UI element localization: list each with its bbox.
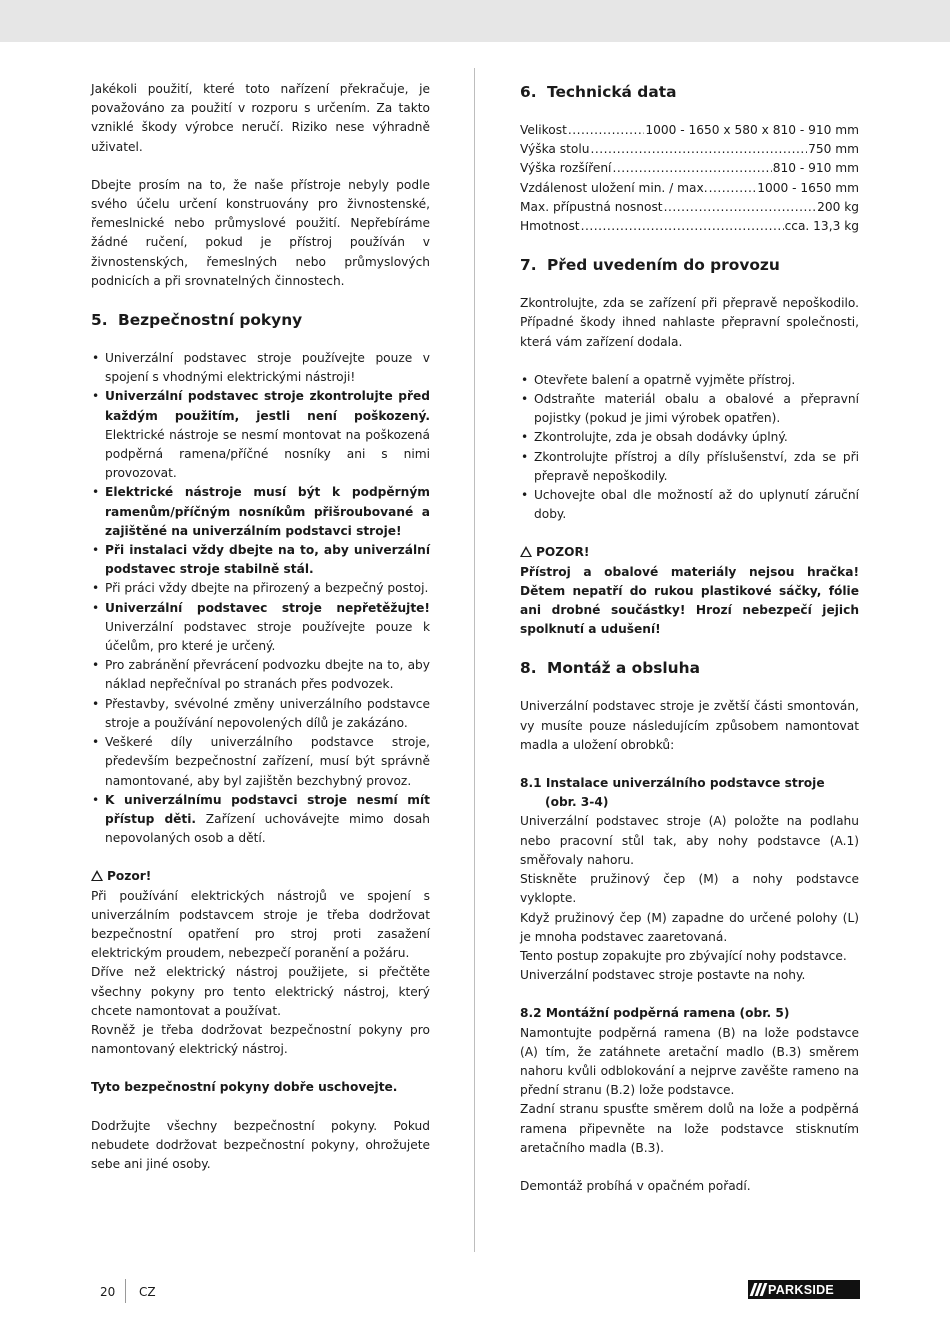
commercial-use-paragraph: Dbejte prosím na to, že naše přístroje nebyly podle svého účelu určení konstruovány pro živnostenské, řemeslnické nebo průmyslové použití. Nepřebíráme žádné ručení, pokud je přístroj používán v živnostenských, řemeslných nebo průmyslových podnicích a při srovnatelných činnostech. [91, 177, 430, 288]
warning-paragraph: Rovněž je třeba dodržovat bezpečnostní pokyny pro namontovaný elektrický nástroj. [91, 1022, 430, 1057]
spec-row: Hmotnost ..... cca. 13,3 kg [520, 217, 859, 236]
instruction-line: Univerzální podstavec stroje postavte na nohy. [520, 968, 806, 983]
page-number: 20 [100, 1285, 116, 1299]
technical-data-table [520, 121, 859, 236]
list-item: • Při instalaci vždy dbejte na to, aby univerzální podstavec stroje stabilně stál. [91, 541, 430, 579]
section-title: Bezpečnostní pokyny [118, 311, 303, 330]
top-header-band [0, 0, 950, 42]
list-item: • Zkontrolujte přístroj a díly příslušenství, zda se při přepravě nepoškodily. [520, 448, 859, 486]
section-8-heading [520, 656, 859, 680]
intro-paragraph: Jakékoli použití, které toto nařízení překračuje, je považováno za použití v rozporu s určením. Za takto vzniklé škody výrobce neručí. Riziko nese výhradně uživatel. [91, 82, 430, 154]
list-item: • Univerzální podstavec stroje používejte pouze v spojení s vhodnými elektrickými nástroji! [91, 349, 430, 387]
section-title: Montáž a obsluha [547, 659, 700, 678]
section-number: 6. [520, 83, 537, 101]
list-item: • Elektrické nástroje musí být k podpěrným ramenům/příčným nosníkům přišroubované a zajištěné na univerzálním podstavci stroje! [91, 483, 430, 541]
list-item: • Při práci vždy dbejte na přirozený a bezpečný postoj. [91, 579, 430, 598]
spec-row: Výška stolu ..... 750 mm [520, 140, 859, 159]
subsection-8-2-heading: 8.2 Montážní podpěrná ramena (obr. 5) [520, 1006, 790, 1021]
warning-heading: POZOR! [520, 543, 859, 562]
list-item: • K univerzálnímu podstavci stroje nesmí mít přístup děti. Zařízení uchovávejte mimo dosah nepovolaných osob a dětí. [91, 791, 430, 849]
list-item: • Veškeré díly univerzálního podstavce stroje, především bezpečnostní zařízení, musí být správně namontované, aby byl zajištěn bezchybný provoz. [91, 733, 430, 791]
list-item: • Zkontrolujte, zda je obsah dodávky úplný. [520, 428, 859, 447]
spec-row: Velikost ..... 1000 - 1650 x 580 x 810 - 910 mm [520, 121, 859, 140]
instruction-line: Tento postup zopakujte pro zbývající nohy podstavce. [520, 948, 847, 963]
list-item: • Univerzální podstavec stroje zkontrolujte před každým použitím, jestli není poškozený. Elektrické nástroje se nesmí montovat na poškozená podpěrná ramena/příčné nosníky ani s nimi provozovat. [91, 387, 430, 483]
instruction-paragraph: Zadní stranu spusťte směrem dolů na lože a podpěrná ramena připevněte na lože podstavce stisknutím aretačního madla (B.3). [520, 1102, 859, 1155]
list-item: • Odstraňte materiál obalu a obalové a přepravní pojistky (pokud je jimi výrobek opatřen). [520, 390, 859, 428]
parkside-logo [748, 1280, 860, 1299]
section-title: Technická data [547, 83, 677, 101]
list-item: • Uchovejte obal dle možností až do uplynutí záruční doby. [520, 486, 859, 524]
section-title: Před uvedením do provozu [547, 256, 780, 275]
spec-row: Max. přípustná nosnost ..... 200 kg [520, 198, 859, 217]
list-item: • Pro zabránění převrácení podvozku dbejte na to, aby náklad nepřečníval po stranách přes podvozek. [91, 656, 430, 694]
section-number: 5. [91, 311, 108, 330]
logo-text: PARKSIDE [768, 1282, 835, 1297]
left-column [91, 80, 430, 1174]
list-item: • Univerzální podstavec stroje nepřetěžujte! Univerzální podstavec stroje používejte pouze k účelům, pro které je určený. [91, 599, 430, 657]
language-code: CZ [139, 1285, 156, 1299]
assembly-intro-paragraph: Univerzální podstavec stroje je zvětší části smontován, vy musíte pouze následujícím způsobem namontovat madla a uložení obrobků: [520, 699, 859, 752]
footer-divider [125, 1279, 126, 1303]
subsection-8-1-heading: 8.1 Instalace univerzálního podstavce stroje (obr. 3-4) [520, 776, 825, 810]
child-safety-warning: Přístroj a obalové materiály nejsou hračka! Dětem nepatří do rukou plastikové sáčky, fólie ani drobné součástky! Hrozí nebezpečí jejich spolknutí a udušení! [520, 564, 859, 637]
keep-instructions-note: Tyto bezpečnostní pokyny dobře uschovejte. [91, 1080, 398, 1095]
instruction-line: Univerzální podstavec stroje (A) položte na podlahu nebo pracovní stůl tak, aby nohy podstavce (A.1) směřovaly nahoru. [520, 814, 859, 867]
inspection-paragraph: Zkontrolujte, zda se zařízení při přepravě nepoškodilo. Případné škody ihned nahlaste přepravní společnosti, která vám zařízení dodala. [520, 296, 859, 349]
warning-triangle-icon [91, 870, 103, 881]
section-number: 7. [520, 256, 537, 275]
right-column [520, 80, 859, 1196]
warning-heading: Pozor! [91, 867, 430, 886]
section-6-heading [520, 80, 859, 104]
column-divider [474, 68, 475, 1252]
closing-paragraph: Dodržujte všechny bezpečnostní pokyny. Pokud nebudete dodržovat bezpečnostní pokyny, ohrožujete sebe ani jiné osoby. [91, 1118, 430, 1171]
safety-bullet-list [91, 349, 430, 848]
warning-paragraph: Dříve než elektrický nástroj použijete, si přečtěte všechny pokyny pro tento elektrický nástroj, který chcete namontovat a používat. [91, 965, 430, 1018]
section-7-heading [520, 253, 859, 277]
instruction-paragraph: Namontujte podpěrná ramena (B) na lože podstavce (A) tím, že zatáhnete aretační madlo (B.3) směrem nahoru kvůli odblokování a nejprve zavěšte rameno na přední stranu (B.2) lože podstavce. [520, 1025, 859, 1098]
section-5-heading [91, 308, 430, 332]
instruction-line: Když pružinový čep (M) zapadne do určené polohy (L) je mnoha podstavec zaaretovaná. [520, 910, 859, 944]
instruction-line: Stiskněte pružinový čep (M) a nohy podstavce vyklopte. [520, 872, 859, 906]
list-item: • Otevřete balení a opatrně vyjměte přístroj. [520, 371, 859, 390]
warning-paragraph: Při používání elektrických nástrojů ve spojení s univerzálním podstavcem stroje je třeba dodržovat bezpečnostní opatření pro stroj proti zasažení elektrickým proudem, nebezpečí poranění a požáru. [91, 888, 430, 961]
logo-stripes-icon [748, 1280, 768, 1299]
spec-row: Vzdálenost uložení min. / max. ..... 1000 - 1650 mm [520, 179, 859, 198]
disassembly-note: Demontáž probíhá v opačném pořadí. [520, 1178, 751, 1193]
list-item: • Přestavby, svévolné změny univerzálního podstavce stroje a používání nepovolených dílů je zakázáno. [91, 695, 430, 733]
spec-row: Výška rozšíření ..... 810 - 910 mm [520, 159, 859, 178]
section-number: 8. [520, 659, 537, 678]
warning-triangle-icon [520, 546, 532, 557]
page-footer [0, 1283, 950, 1303]
unpacking-bullet-list [520, 371, 859, 525]
